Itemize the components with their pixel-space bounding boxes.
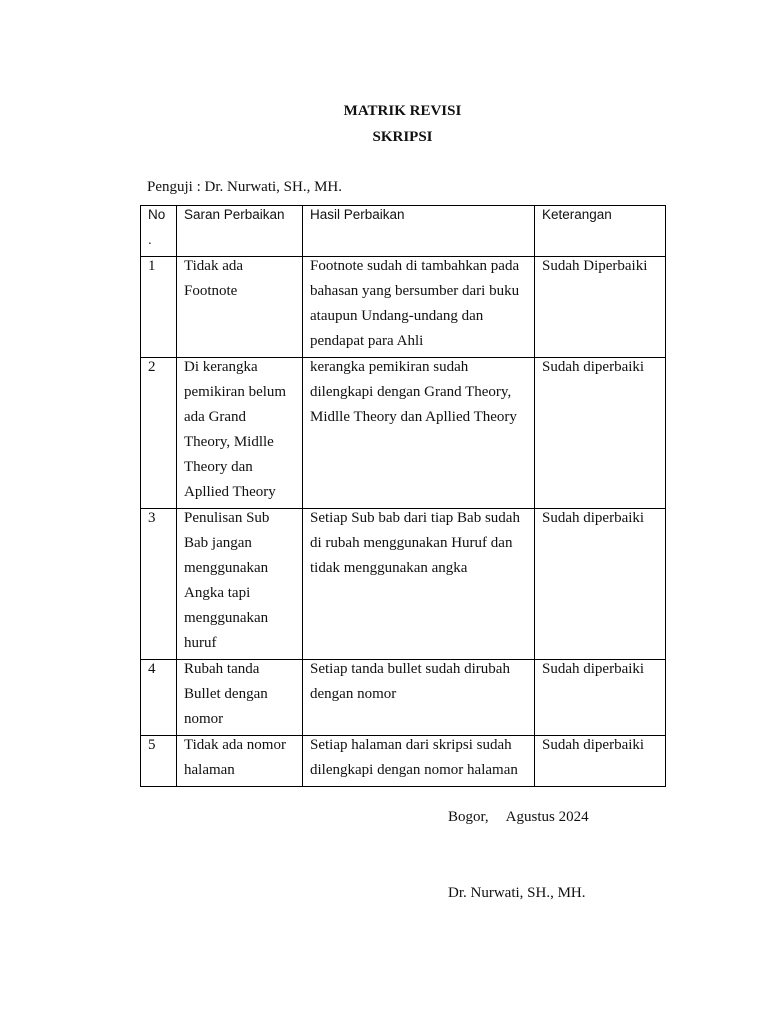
cell-no: 1 — [141, 257, 177, 358]
cell-keterangan: Sudah diperbaiki — [535, 736, 666, 787]
title-line-1: MATRIK REVISI — [343, 103, 462, 119]
examiner-line: Penguji : Dr. Nurwati, SH., MH. — [147, 179, 342, 195]
cell-hasil: Setiap Sub bab dari tiap Bab sudah di rubah menggunakan Huruf dan tidak menggunakan angka — [303, 509, 535, 660]
cell-saran: Di kerangka pemikiran belum ada Grand Theory, Midlle Theory dan Apllied Theory — [177, 358, 303, 509]
title-line-2: SKRIPSI — [372, 129, 433, 145]
cell-hasil: Setiap tanda bullet sudah dirubah dengan nomor — [303, 660, 535, 736]
cell-saran: Tidak ada Footnote — [177, 257, 303, 358]
cell-saran: Tidak ada nomor halaman — [177, 736, 303, 787]
cell-keterangan: Sudah Diperbaiki — [535, 257, 666, 358]
cell-hasil: Setiap halaman dari skripsi sudah dilengkapi dengan nomor halaman — [303, 736, 535, 787]
cell-no: 5 — [141, 736, 177, 787]
cell-saran: Penulisan Sub Bab jangan menggunakan Angka tapi menggunakan huruf — [177, 509, 303, 660]
cell-saran: Rubah tanda Bullet dengan nomor — [177, 660, 303, 736]
cell-no: 3 — [141, 509, 177, 660]
cell-keterangan: Sudah diperbaiki — [535, 509, 666, 660]
cell-keterangan: Sudah diperbaiki — [535, 660, 666, 736]
revision-table — [140, 205, 666, 787]
signature-place: Bogor, — [448, 809, 489, 825]
header-keterangan: Keterangan — [535, 206, 666, 257]
table-row — [141, 257, 666, 358]
table-row — [141, 736, 666, 787]
cell-hasil: Footnote sudah di tambahkan pada bahasan yang bersumber dari buku ataupun Undang-undang dan pendapat para Ahli — [303, 257, 535, 358]
signature-date: Agustus 2024 — [505, 809, 589, 825]
table-row — [141, 509, 666, 660]
header-saran: Saran Perbaikan — [177, 206, 303, 257]
signature-place-date — [448, 804, 589, 830]
table-row — [141, 358, 666, 509]
cell-hasil: kerangka pemikiran sudah dilengkapi dengan Grand Theory, Midlle Theory dan Apllied Theory — [303, 358, 535, 509]
table-row — [141, 660, 666, 736]
header-no: No . — [141, 206, 177, 257]
header-hasil: Hasil Perbaikan — [303, 206, 535, 257]
cell-no: 4 — [141, 660, 177, 736]
document-title — [140, 98, 665, 150]
cell-keterangan: Sudah diperbaiki — [535, 358, 666, 509]
signature-name: Dr. Nurwati, SH., MH. — [448, 885, 586, 901]
cell-no: 2 — [141, 358, 177, 509]
table-header-row — [141, 206, 666, 257]
